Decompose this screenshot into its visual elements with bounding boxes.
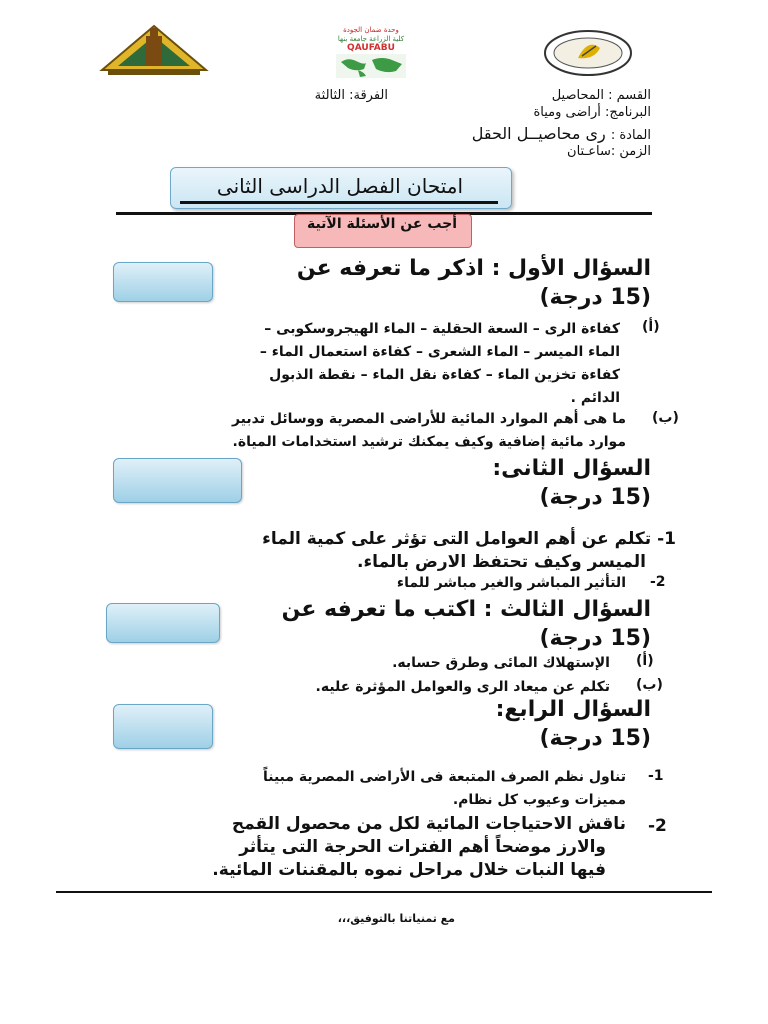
q4-grade-box [113,704,213,749]
subject-label: المادة : [610,128,651,143]
duration-text: الزمن :ساعـتان [567,144,651,159]
q3-b-text: تكلم عن ميعاد الرى والعوامل المؤثرة عليه. [315,679,610,695]
title-underline [180,201,498,204]
faculty-seal-logo [542,28,634,78]
q3-heading: السؤال الثالث : اكتب ما تعرفه عن [281,597,651,622]
instruction-text: أجب عن الأسئلة الآتية [306,216,458,232]
q4-item2-line: والارز موضحاً أهم الفترات الحرجة التى يتأثر [239,837,606,857]
q3-grade-box [106,603,220,643]
quality-unit-logo-line1: وحدة ضمان الجودة [343,26,399,34]
q4-item2 [66,813,626,882]
q1-a-line: كفاءة الرى – السعة الحقلية – الماء الهيجروسكوبى – [264,321,620,337]
q2-item2: التأثير المباشر والغير مباشر للماء [396,575,626,591]
q3-a-text: الإستهلاك المائى وطرق حسابه. [392,655,610,671]
q1-a-label: (أ) [642,319,660,335]
program-text: البرنامج: أراضى ومياة [533,105,651,120]
q4-item1-line: مميزات وعيوب كل نظام. [452,792,626,808]
quality-unit-logo [322,26,420,80]
q4-marks: (15 درجة) [539,726,651,751]
q1-a-line: كفاءة تخزين الماء – كفاءة نقل الماء – نقطة الذبول [269,367,620,383]
q4-heading: السؤال الرابع: [495,697,651,722]
quality-unit-logo-line2: كلية الزراعة جامعة بنها [337,35,405,43]
department-text: القسم : المحاصيل [551,88,651,103]
q4-item1-line: تناول نظم الصرف المتبعة فى الأراضى المصرية مبيناً [262,769,626,785]
q3-b-label: (ب) [636,677,663,693]
q2-marks: (15 درجة) [539,485,651,510]
q2-item2-number: -2 [650,574,666,590]
level-text: الفرقة: الثالثة [314,88,388,103]
q4-item2-line: ناقش الاحتياجات المائية لكل من محصول القمح [231,814,626,834]
subject-value: رى محاصيــل الحقل [471,124,606,143]
q1-b-line: ما هى أهم الموارد المائية للأراضى المصرية ووسائل تدبير [231,411,626,427]
exam-title: امتحان الفصل الدراسى الثانى [216,174,464,198]
q1-a-text [160,318,620,410]
q3-a-label: (أ) [636,653,654,669]
q1-a-line: الماء الميسر – الماء الشعرى – كفاءة استعمال الماء – [259,344,620,360]
q1-b-line: موارد مائية إضافية وكيف يمكنك ترشيد استخدامات المياة. [232,434,626,450]
q1-marks: (15 درجة) [539,285,651,310]
q2-heading: السؤال الثانى: [492,456,651,481]
closing-wishes: مع تمنياتنا بالتوفيق،،، [337,912,455,925]
q4-item1-number: -1 [648,768,664,784]
q2-item1 [136,528,676,574]
q4-item1 [126,766,626,812]
q2-grade-box [113,458,242,503]
q2-item1-line: الميسر وكيف تحتفظ الارض بالماء. [357,552,646,572]
q3-marks: (15 درجة) [539,626,651,651]
q4-item2-number: -2 [648,816,667,836]
q1-grade-box [113,262,213,302]
q1-heading: السؤال الأول : اذكر ما تعرفه عن [296,256,651,281]
footer-divider [56,891,712,893]
subject-line [472,124,651,143]
q1-a-line: الدائم . [570,390,620,406]
q2-item1-line: 1- تكلم عن أهم العوامل التى تؤثر على كمية الماء [262,529,676,549]
university-logo [98,22,210,78]
q1-b-label: (ب) [652,410,679,426]
q4-item2-line: فيها النبات خلال مراحل نموه بالمقننات المائية. [212,860,606,880]
q1-b-text [86,408,626,454]
quality-unit-logo-brand: QAUFABU [347,43,395,53]
world-map-icon [336,54,406,78]
